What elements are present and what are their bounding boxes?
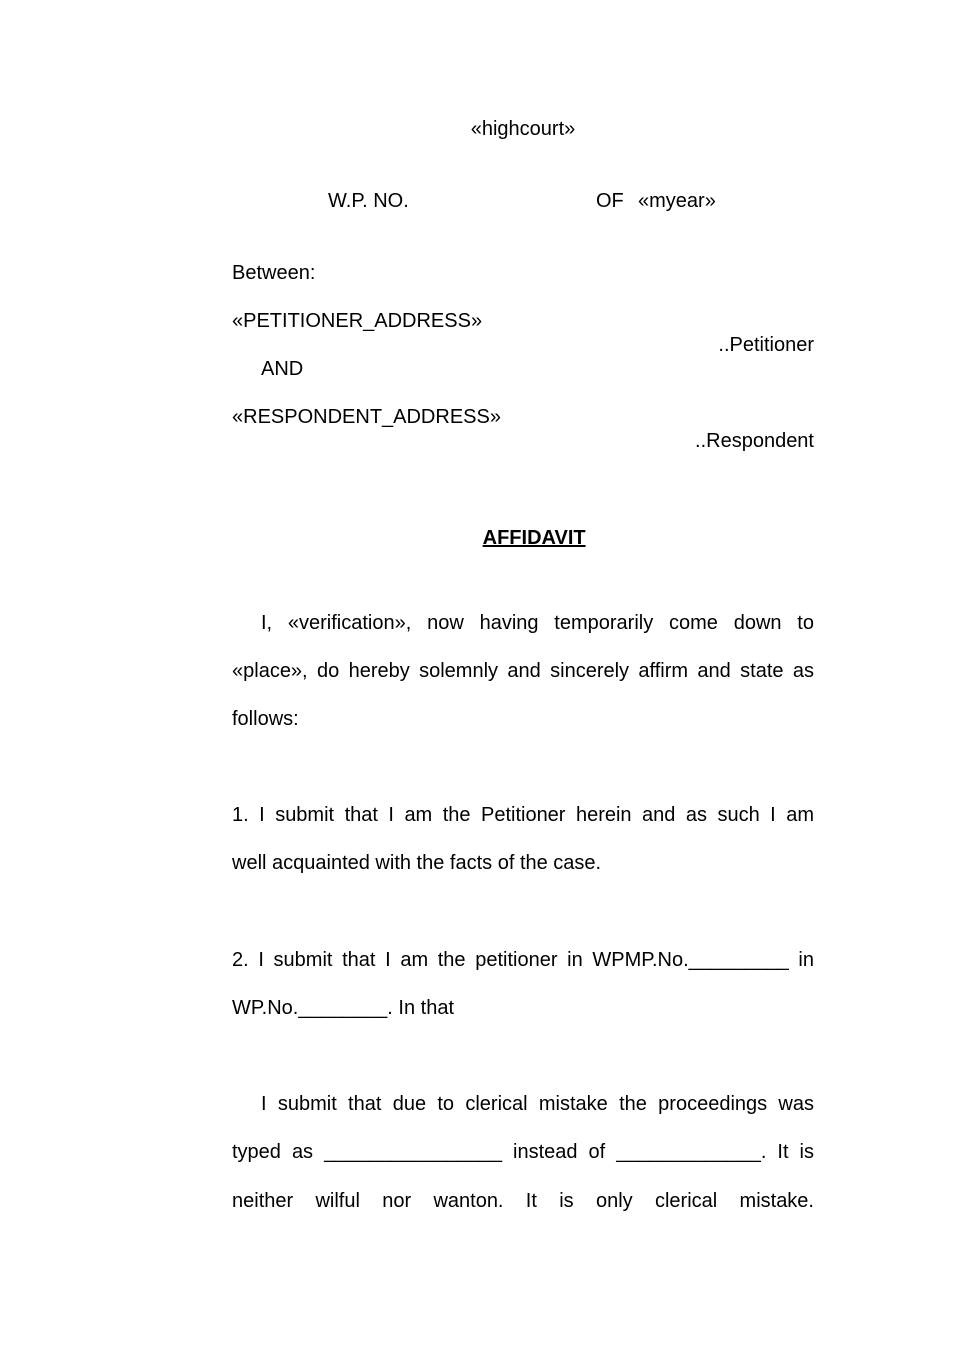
document-title xyxy=(232,502,814,549)
para1-line-1: 1. I submit that I am the Petitioner herein and as such I am xyxy=(232,804,814,826)
respondent-address: «RESPONDENT_ADDRESS» xyxy=(232,406,501,428)
wp-number-label: W.P. NO. xyxy=(328,190,409,212)
para2-line-1: 2. I submit that I am the petitioner in WPMP.No._________ in xyxy=(232,949,814,971)
para3-line-3: neither wilful nor wanton. It is only clerical mistake. xyxy=(232,1190,814,1212)
court-name: «highcourt» xyxy=(470,118,576,140)
para2-line-2: WP.No.________. In that xyxy=(232,997,455,1019)
petitioner-address: «PETITIONER_ADDRESS» xyxy=(232,310,483,332)
intro-line-3: follows: xyxy=(232,708,299,730)
para3-line-2: typed as ________________ instead of _____________. It is xyxy=(232,1141,814,1163)
case-year: «myear» xyxy=(638,190,716,212)
intro-line-1: I, «verification», now having temporarily come down to xyxy=(261,612,814,634)
petitioner-role: ..Petitioner xyxy=(718,334,814,356)
para3-line-1: I submit that due to clerical mistake the proceedings was xyxy=(261,1093,814,1115)
intro-line-2: «place», do hereby solemnly and sincerely affirm and state as xyxy=(232,660,814,682)
para1-line-2: well acquainted with the facts of the case. xyxy=(232,852,602,874)
respondent-role: ..Respondent xyxy=(695,430,814,452)
between-label: Between: xyxy=(232,262,316,284)
and-label: AND xyxy=(261,358,304,380)
of-label: OF xyxy=(596,190,624,212)
affidavit-title: AFFIDAVIT xyxy=(482,527,586,549)
